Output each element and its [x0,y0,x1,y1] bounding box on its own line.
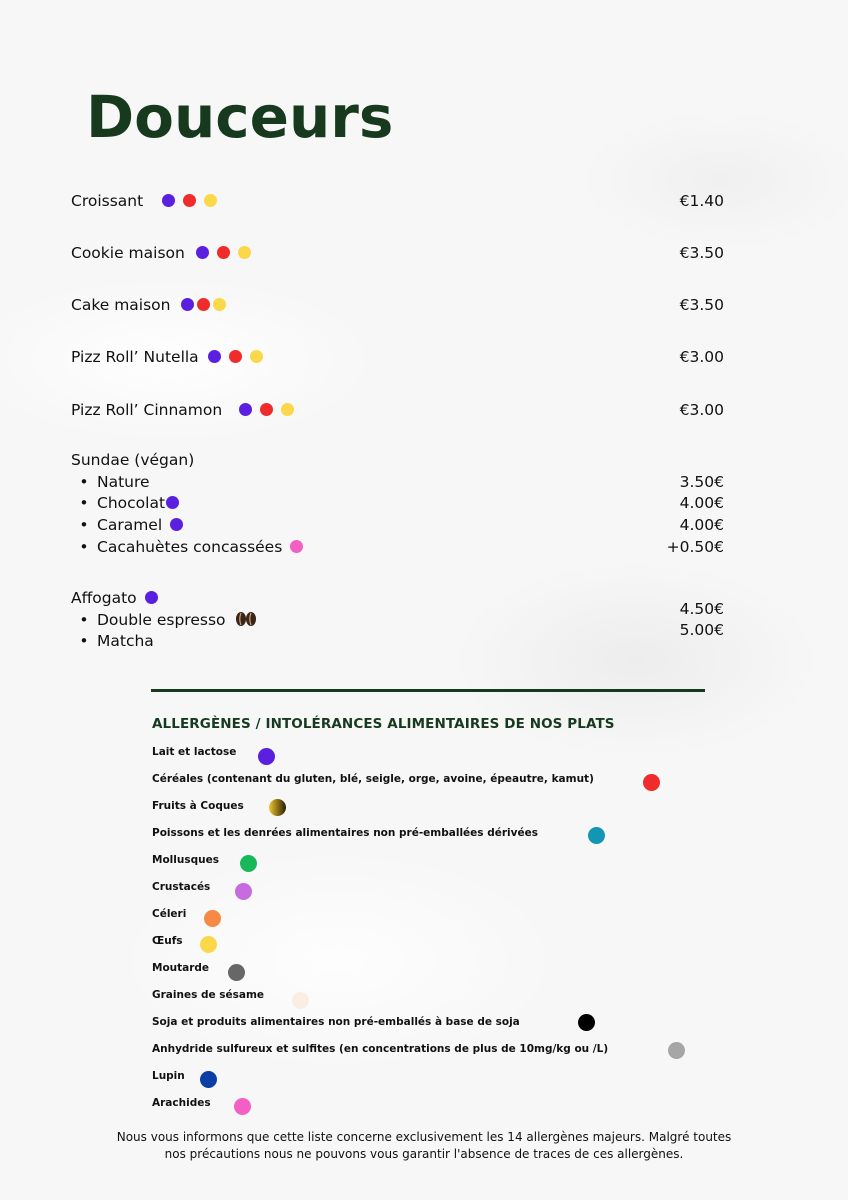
option-price: 4.00€ [679,494,724,512]
moutarde-dot-icon [228,964,245,981]
option-label: Cacahuètes concassées [97,538,283,556]
allergen-label: Mollusques [152,854,219,866]
oeufs-dot-icon [281,403,294,416]
list-item: • Matcha [79,632,154,650]
list-item: • Nature [79,473,150,491]
allergen-label: Moutarde [152,962,210,974]
soja-dot-icon [578,1014,595,1031]
item-name: Pizz Roll’ Nutella [71,348,199,366]
list-item: • Chocolat [71,494,179,512]
option-price: 3.50€ [679,473,724,491]
item-name: Cake maison [71,296,171,314]
crustaces-dot-icon [235,883,252,900]
item-price: €3.00 [679,348,724,366]
allergen-label: Œufs [152,935,183,947]
menu-item [71,189,724,213]
lupin-dot-icon [200,1071,217,1088]
cereales-dot-icon [260,403,273,416]
list-item: • Cacahuètes concassées [71,538,303,556]
menu-item [71,293,724,317]
option-label: Chocolat [97,494,166,512]
option-price: 5.00€ [679,621,724,639]
menu-item [71,398,724,422]
item-price: €3.50 [679,296,724,314]
cereales-dot-icon [217,246,230,259]
item-price: €3.00 [679,401,724,419]
option-price: 4.00€ [679,516,724,534]
lait-dot-icon [258,748,275,765]
poissons-dot-icon [588,827,605,844]
item-price: €3.50 [679,244,724,262]
section-divider [151,689,705,692]
option-price: +0.50€ [666,538,724,556]
allergen-label: Arachides [152,1097,211,1109]
oeufs-dot-icon [238,246,251,259]
item-name: Croissant [71,192,144,210]
item-name: Sundae (végan) [71,451,195,469]
oeufs-dot-icon [213,298,226,311]
item-name: Affogato [71,589,137,607]
coffee-beans-icon [234,611,258,631]
arachides-dot-icon [234,1098,251,1115]
lait-dot-icon [162,194,175,207]
lait-dot-icon [196,246,209,259]
fruits-coques-dot-icon [269,799,286,816]
lait-dot-icon [170,518,183,531]
lait-dot-icon [166,496,179,509]
lait-dot-icon [181,298,194,311]
allergen-label: Fruits à Coques [152,800,244,812]
oeufs-dot-icon [250,350,263,363]
oeufs-dot-icon [200,936,217,953]
allergen-label: Céleri [152,908,187,920]
arachides-dot-icon [290,540,303,553]
cereales-dot-icon [197,298,210,311]
lait-dot-icon [208,350,221,363]
sulfites-dot-icon [668,1042,685,1059]
option-label: Caramel [97,516,163,534]
sesame-dot-icon [292,992,309,1009]
item-name: Pizz Roll’ Cinnamon [71,401,223,419]
allergen-disclaimer: Nous vous informons que cette liste concerne exclusivement les 14 allergènes majeurs. Malgré toutes nos précautions nous ne pouvons vous garantir l'absence de traces de ces allergènes. [116,1130,732,1161]
page-title: Douceurs [86,83,394,151]
menu-item [71,345,724,369]
list-item: • Double espresso [71,611,258,631]
allergen-label: Crustacés [152,881,211,893]
allergen-label: Céréales (contenant du gluten, blé, seigle, orge, avoine, épeautre, kamut) [152,773,594,785]
mollusques-dot-icon [240,855,257,872]
item-price: €1.40 [679,192,724,210]
allergen-label: Poissons et les denrées alimentaires non pré-emballées dérivées [152,827,538,839]
oeufs-dot-icon [204,194,217,207]
lait-dot-icon [239,403,252,416]
allergen-label: Lupin [152,1070,185,1082]
allergen-label: Soja et produits alimentaires non pré-emballés à base de soja [152,1016,520,1028]
cereales-dot-icon [229,350,242,363]
option-label: Double espresso [97,611,226,629]
menu-item [71,241,724,265]
celeri-dot-icon [204,910,221,927]
cereales-dot-icon [183,194,196,207]
allergens-heading: ALLERGÈNES / INTOLÉRANCES ALIMENTAIRES DE NOS PLATS [152,716,615,732]
cereales-dot-icon [643,774,660,791]
lait-dot-icon [145,591,158,604]
option-label: Nature [97,473,150,491]
allergen-label: Lait et lactose [152,746,237,758]
item-name: Cookie maison [71,244,185,262]
list-item: • Caramel [71,516,183,534]
option-price: 4.50€ [679,600,724,618]
option-label: Matcha [97,632,154,650]
allergen-label: Anhydride sulfureux et sulfites (en concentrations de plus de 10mg/kg ou /L) [152,1043,609,1055]
allergen-label: Graines de sésame [152,989,265,1001]
